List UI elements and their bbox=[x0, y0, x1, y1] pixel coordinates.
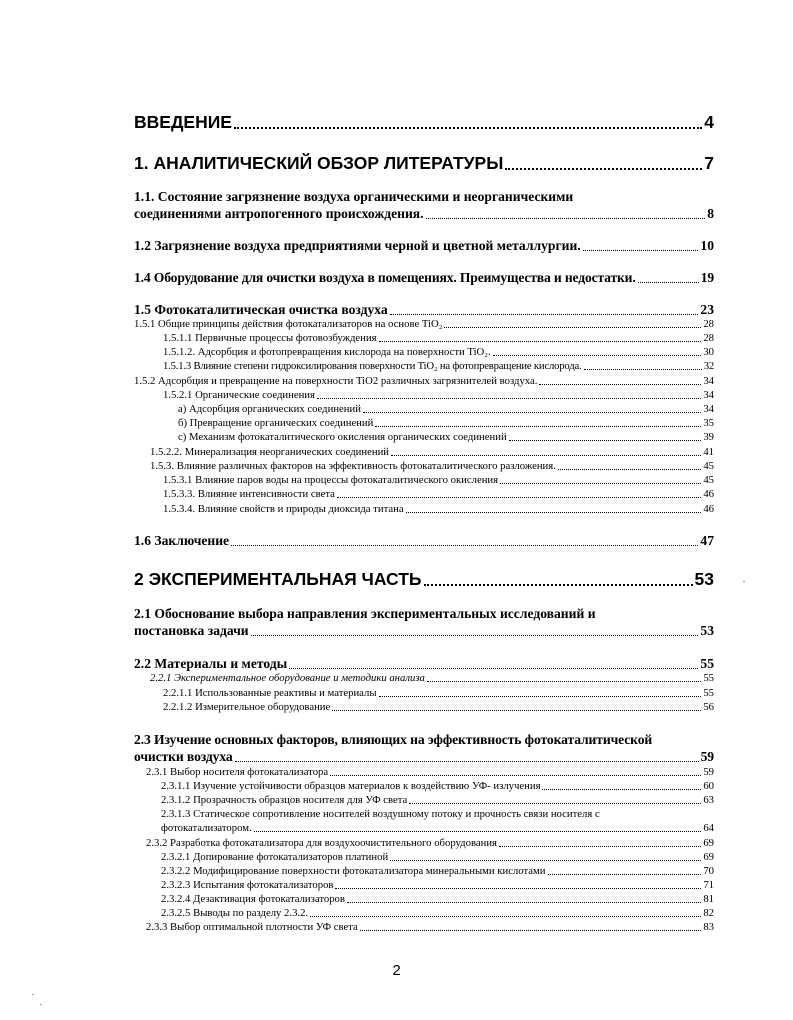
dot-leader bbox=[308, 906, 703, 920]
toc-page: 46 bbox=[703, 503, 714, 515]
toc-page: 82 bbox=[703, 907, 714, 919]
toc-title: 1.4 Оборудование для очистки воздуха в помещениях. Преимущества и недостатки. bbox=[134, 270, 636, 285]
toc-page: 7 bbox=[704, 153, 714, 173]
toc-title: 1.5.2.2. Минерализация неорганических соединений bbox=[150, 446, 390, 458]
dot-leader bbox=[358, 920, 704, 934]
dot-leader bbox=[373, 416, 703, 430]
toc-page: 64 bbox=[703, 822, 714, 834]
toc-title: 2.3.2.3 Испытания фотокатализаторов bbox=[161, 879, 334, 891]
toc-entry-2-3-2 bbox=[146, 836, 714, 850]
toc-entry-1-5-3 bbox=[150, 459, 714, 473]
toc-title-line1: 2.1 Обоснование выбора направления экспериментальных исследований и bbox=[134, 606, 596, 621]
dot-leader bbox=[636, 269, 701, 286]
toc-title: 1.5.2 Адсорбция и превращение на поверхности TiO2 различных загрязнителей воздуха. bbox=[134, 375, 538, 387]
toc-title: 1.5.1.2. Адсорбция и фотопревращения кислорода на поверхности TiO₂. bbox=[163, 346, 491, 358]
toc-entry-2-3-1-2 bbox=[161, 793, 714, 807]
toc-page: 59 bbox=[703, 766, 714, 778]
toc-title: 1.5.1.3 Влияние степени гидроксилирования поверхности TiO₂ на фотопревращение кислорода. bbox=[163, 360, 582, 372]
toc-entry-1-1 bbox=[134, 188, 714, 222]
dot-leader bbox=[287, 655, 700, 672]
toc-title: 2.3.2.5 Выводы по разделу 2.3.2. bbox=[161, 907, 309, 919]
toc-title-line2: соединениями антропогенного происхождения. bbox=[134, 206, 424, 221]
toc-entry-1-5 bbox=[134, 301, 714, 318]
toc-entry-2-2 bbox=[134, 655, 714, 672]
toc-title: 1.6 Заключение bbox=[134, 533, 230, 548]
toc-entry-2-3-2-5 bbox=[161, 906, 714, 920]
toc-page: 34 bbox=[703, 403, 714, 415]
toc-page: 4 bbox=[704, 112, 714, 132]
dot-leader bbox=[388, 301, 701, 318]
toc-entry-chapter-1 bbox=[134, 151, 714, 175]
toc-page: 55 bbox=[700, 656, 714, 671]
dot-leader bbox=[333, 878, 703, 892]
toc-page: 45 bbox=[703, 460, 714, 472]
toc-title: 1.5.2.1 Органические соединения bbox=[163, 389, 315, 401]
toc-page: 83 bbox=[703, 921, 714, 933]
toc-title-line2: фотокатализатором. bbox=[161, 822, 252, 834]
toc-entry-2-3-1 bbox=[146, 765, 714, 779]
toc-entry-1-5-2 bbox=[134, 374, 714, 388]
dot-leader bbox=[540, 779, 703, 793]
toc-title: ВВЕДЕНИЕ bbox=[134, 112, 232, 132]
toc-entry-1-5-2-2 bbox=[150, 445, 714, 459]
toc-entry-2-2-1-1 bbox=[163, 686, 714, 700]
toc-entry-2-3-1-3 bbox=[161, 807, 714, 835]
dot-leader bbox=[232, 110, 704, 134]
toc-page: 23 bbox=[700, 302, 714, 317]
dot-leader bbox=[404, 502, 704, 516]
toc-title-line2: постановка задачи bbox=[134, 623, 249, 638]
dot-leader bbox=[345, 892, 703, 906]
toc-entry-1-5-2-1-a bbox=[178, 402, 714, 416]
toc-entry-1-5-2-1 bbox=[163, 388, 714, 402]
toc-title: 1.5.1.1 Первичные процессы фотовозбуждения bbox=[163, 332, 377, 344]
toc-page: 34 bbox=[703, 389, 714, 401]
toc-entry-2-2-1-2 bbox=[163, 700, 714, 714]
toc-page: 55 bbox=[703, 672, 714, 684]
toc-title: 2.2 Материалы и методы bbox=[134, 656, 288, 671]
toc-entry-1-5-3-4 bbox=[163, 502, 714, 516]
toc-entry-1-4 bbox=[134, 269, 714, 286]
toc-page: 47 bbox=[700, 533, 714, 548]
toc-entry-2-3-2-3 bbox=[161, 878, 714, 892]
toc-page: 59 bbox=[700, 749, 714, 764]
toc-entry-1-5-1-2 bbox=[163, 345, 714, 359]
toc-title: а) Адсорбция органических соединений bbox=[178, 403, 361, 415]
scan-speck bbox=[40, 1004, 42, 1005]
toc-page: 28 bbox=[703, 332, 714, 344]
scan-speck bbox=[32, 994, 34, 995]
dot-leader bbox=[249, 622, 701, 639]
toc-page: 71 bbox=[703, 879, 714, 891]
toc-page: 53 bbox=[694, 569, 714, 589]
dot-leader bbox=[330, 700, 703, 714]
toc-page: 63 bbox=[703, 794, 714, 806]
dot-leader bbox=[315, 388, 703, 402]
toc-page: 60 bbox=[703, 780, 714, 792]
toc-title: 2.3.1.1 Изучение устойчивости образцов материалов к воздействию УФ- излучения bbox=[161, 780, 541, 792]
dot-leader bbox=[498, 473, 703, 487]
toc-title: 2.3.2.1 Допирование фотокатализаторов платиной bbox=[161, 851, 389, 863]
toc-title: 1.5 Фотокаталитическая очистка воздуха bbox=[134, 302, 388, 317]
toc-entry-2-3-2-2 bbox=[161, 864, 714, 878]
dot-leader bbox=[388, 850, 703, 864]
toc-title: 1.2 Загрязнение воздуха предприятиями черной и цветной металлургии. bbox=[134, 238, 581, 253]
toc-title: 2.3.1.2 Прозрачность образцов носителя для УФ света bbox=[161, 794, 408, 806]
dot-leader bbox=[424, 205, 708, 222]
toc-entry-1-2 bbox=[134, 237, 714, 254]
dot-leader bbox=[491, 345, 704, 359]
toc-entry-2-3-3 bbox=[146, 920, 714, 934]
toc-title: 2.2.1.1 Использованные реактивы и материалы bbox=[163, 687, 377, 699]
toc-page: 19 bbox=[700, 270, 714, 285]
dot-leader bbox=[537, 374, 703, 388]
toc-title: 2.2.1.2 Измерительное оборудование bbox=[163, 701, 331, 713]
toc-entry-1-5-3-1 bbox=[163, 473, 714, 487]
dot-leader bbox=[556, 459, 703, 473]
toc-entry-2-3-1-1 bbox=[161, 779, 714, 793]
dot-leader bbox=[581, 237, 701, 254]
toc-title: 1. АНАЛИТИЧЕСКИЙ ОБЗОР ЛИТЕРАТУРЫ bbox=[134, 153, 504, 173]
toc-page: 35 bbox=[703, 417, 714, 429]
toc-title-line1: 2.3.1.3 Статическое сопротивление носителей воздушному потоку и прочность связи носителя с bbox=[161, 808, 600, 820]
dot-leader bbox=[546, 864, 704, 878]
dot-leader bbox=[233, 748, 701, 765]
dot-leader bbox=[377, 686, 704, 700]
toc-title: 1.5.3.1 Влияние паров воды на процессы фотокаталитического окисления bbox=[163, 474, 499, 486]
toc-entry-1-5-1-1 bbox=[163, 331, 714, 345]
toc-entry-2-3-2-1 bbox=[161, 850, 714, 864]
dot-leader bbox=[377, 331, 704, 345]
toc-entry-intro bbox=[134, 110, 714, 134]
toc-title: с) Механизм фотокаталитического окисления органических соединений bbox=[178, 431, 507, 443]
dot-leader bbox=[422, 567, 695, 591]
dot-leader bbox=[389, 445, 703, 459]
toc-entry-2-3 bbox=[134, 731, 714, 765]
dot-leader bbox=[252, 821, 704, 835]
dot-leader bbox=[361, 402, 703, 416]
toc-page: 45 bbox=[703, 474, 714, 486]
toc-title: 2.3.1 Выбор носителя фотокатализатора bbox=[146, 766, 329, 778]
dot-leader bbox=[503, 151, 704, 175]
toc-entry-2-2-1 bbox=[150, 671, 714, 685]
dot-leader bbox=[407, 793, 703, 807]
scan-speck bbox=[743, 581, 745, 582]
toc-entry-1-6 bbox=[134, 532, 714, 549]
toc-entry-2-1 bbox=[134, 605, 714, 639]
dot-leader bbox=[507, 430, 704, 444]
dot-leader bbox=[335, 487, 703, 501]
toc-page: 39 bbox=[703, 431, 714, 443]
dot-leader bbox=[582, 359, 704, 373]
toc-title: 2 ЭКСПЕРИМЕНТАЛЬНАЯ ЧАСТЬ bbox=[134, 569, 422, 589]
dot-leader bbox=[425, 671, 703, 685]
toc-page: 10 bbox=[700, 238, 714, 253]
dot-leader bbox=[229, 532, 700, 549]
toc-title-line2: очистки воздуха bbox=[134, 749, 233, 764]
toc-page: 81 bbox=[703, 893, 714, 905]
toc-entry-1-5-1 bbox=[134, 317, 714, 331]
toc-page: 55 bbox=[703, 687, 714, 699]
toc-entry-2-3-2-4 bbox=[161, 892, 714, 906]
toc-page: 30 bbox=[703, 346, 714, 358]
toc-title: 1.5.3. Влияние различных факторов на эффективность фотокаталитического разложения. bbox=[150, 460, 556, 472]
toc-page: 34 bbox=[703, 375, 714, 387]
toc-title: 1.5.1 Общие принципы действия фотокатализаторов на основе TiO₂ bbox=[134, 318, 443, 330]
toc-page: 46 bbox=[703, 488, 714, 500]
toc-entry-1-5-2-1-c bbox=[178, 430, 714, 444]
toc-title-line1: 2.3 Изучение основных факторов, влияющих на эффективность фотокаталитической bbox=[134, 732, 653, 747]
toc-title-line1: 1.1. Состояние загрязнение воздуха органическими и неорганическими bbox=[134, 189, 574, 204]
toc-page: 70 bbox=[703, 865, 714, 877]
toc-entry-1-5-2-1-b bbox=[178, 416, 714, 430]
toc-title: 2.3.2.4 Дезактивация фотокатализаторов bbox=[161, 893, 345, 905]
page-number: 2 bbox=[392, 962, 401, 979]
toc-entry-chapter-2 bbox=[134, 567, 714, 591]
toc-title: 2.2.1 Экспериментальное оборудование и методики анализа bbox=[150, 672, 425, 684]
toc-page: 69 bbox=[703, 851, 714, 863]
toc-page: 32 bbox=[703, 360, 714, 372]
toc-title: 2.3.2.2 Модифицирование поверхности фотокатализатора минеральными кислотами bbox=[161, 865, 546, 877]
toc-page: 56 bbox=[703, 701, 714, 713]
toc-page: 69 bbox=[703, 837, 714, 849]
dot-leader bbox=[328, 765, 703, 779]
toc-entry-1-5-3-3 bbox=[163, 487, 714, 501]
toc-title: 1.5.3.3. Влияние интенсивности света bbox=[163, 488, 335, 500]
toc-title: 1.5.3.4. Влияние свойств и природы диоксида титана bbox=[163, 503, 404, 515]
toc-entry-1-5-1-3 bbox=[163, 359, 714, 373]
toc-page: 41 bbox=[703, 446, 714, 458]
toc-page: 8 bbox=[707, 206, 714, 221]
dot-leader bbox=[442, 317, 703, 331]
dot-leader bbox=[497, 836, 703, 850]
toc-title: 2.3.2 Разработка фотокатализатора для воздухоочистительного оборудования bbox=[146, 837, 497, 849]
table-of-contents bbox=[134, 0, 714, 1020]
toc-page: 28 bbox=[703, 318, 714, 330]
toc-page: 53 bbox=[700, 623, 714, 638]
toc-title: 2.3.3 Выбор оптимальной плотности УФ света bbox=[146, 921, 358, 933]
toc-title: б) Превращение органических соединений bbox=[178, 417, 374, 429]
